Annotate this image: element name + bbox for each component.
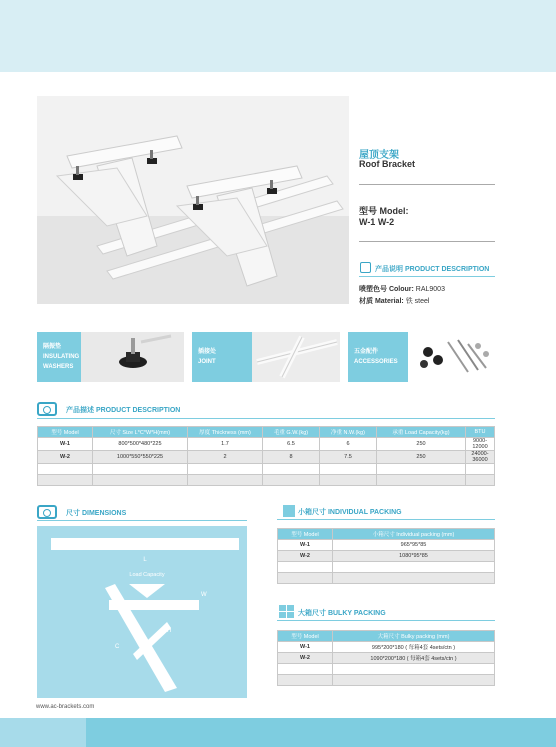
table-cell: 1090*200*180 ( 每箱4套 4sets/ctn ) bbox=[333, 653, 495, 664]
column-header: 型号 Model bbox=[278, 631, 333, 642]
table-header-row bbox=[38, 427, 495, 438]
table-cell: 9000-12000 bbox=[466, 438, 495, 451]
column-header: 小箱尺寸 Individual packing (mm) bbox=[333, 529, 495, 540]
table-cell: 1.7 bbox=[188, 438, 263, 451]
material-value: 铁 steel bbox=[405, 298, 430, 305]
accessories-photo bbox=[408, 332, 495, 382]
table-cell: W-1 bbox=[278, 642, 333, 653]
table-cell bbox=[466, 464, 495, 475]
material-label: 材质 Material: bbox=[359, 298, 404, 305]
table-row bbox=[38, 438, 495, 451]
table-cell: 2 bbox=[188, 451, 263, 464]
bulky-box-icon bbox=[279, 605, 295, 619]
table-row bbox=[38, 475, 495, 486]
product-name-cn: 屋顶支架 bbox=[359, 150, 399, 161]
table-cell: 1000*550*550*225 bbox=[93, 451, 188, 464]
dimension-label-c: C bbox=[115, 644, 120, 650]
footer-block bbox=[0, 718, 86, 747]
table-cell bbox=[333, 562, 495, 573]
product-photo bbox=[37, 96, 349, 304]
bulky-packing-heading: 大箱尺寸 BULKY PACKING bbox=[298, 610, 386, 617]
table-cell: 1080*95*85 bbox=[333, 551, 495, 562]
table-cell bbox=[320, 464, 377, 475]
table-cell bbox=[377, 475, 466, 486]
colour-value: RAL9003 bbox=[415, 286, 445, 293]
package-icon bbox=[283, 505, 295, 517]
table-cell bbox=[38, 464, 93, 475]
table-cell: 250 bbox=[377, 451, 466, 464]
table-cell: W-1 bbox=[278, 540, 333, 551]
page-footer bbox=[0, 718, 556, 747]
description-icon bbox=[360, 262, 371, 273]
product-description-table bbox=[37, 426, 495, 486]
feature-label-cn: 五金配件 bbox=[354, 349, 379, 355]
feature-label-en: JOINT bbox=[198, 359, 216, 365]
table-cell: 250 bbox=[377, 438, 466, 451]
table-cell bbox=[333, 573, 495, 584]
individual-packing-heading: 小箱尺寸 INDIVIDUAL PACKING bbox=[298, 509, 402, 516]
joint-photo bbox=[252, 332, 340, 382]
dimension-label-w: W bbox=[201, 592, 207, 598]
table-cell: W-1 bbox=[38, 438, 93, 451]
table-cell: 800*500*480*225 bbox=[93, 438, 188, 451]
table-cell bbox=[188, 464, 263, 475]
table-cell: 6.5 bbox=[263, 438, 320, 451]
product-description-icon bbox=[37, 402, 57, 416]
colour-spec bbox=[359, 284, 445, 294]
table-cell bbox=[278, 664, 333, 675]
table-cell bbox=[263, 464, 320, 475]
product-model-value: W-1 W-2 bbox=[359, 217, 395, 227]
table-cell bbox=[333, 664, 495, 675]
feature-label-accessories bbox=[348, 332, 408, 382]
table-cell bbox=[278, 573, 333, 584]
table-row bbox=[278, 540, 495, 551]
column-header: 净重 N.W.(kg) bbox=[320, 427, 377, 438]
table-row bbox=[278, 642, 495, 653]
table-header-row bbox=[278, 631, 495, 642]
table-cell bbox=[278, 675, 333, 686]
table-cell: 7.5 bbox=[320, 451, 377, 464]
section-rule bbox=[277, 519, 495, 520]
feature-label-en: ACCESSORIES bbox=[354, 359, 398, 365]
dimensions-heading: 尺寸 DIMENSIONS bbox=[66, 510, 127, 517]
section-rule bbox=[37, 520, 247, 521]
column-header: 大箱尺寸 Bulky packing (mm) bbox=[333, 631, 495, 642]
colour-label: 喷塑色号 Colour: bbox=[359, 286, 414, 293]
divider bbox=[359, 276, 495, 277]
bulky-packing-table bbox=[277, 630, 495, 686]
feature-label-cn: 插接处 bbox=[198, 349, 217, 355]
divider bbox=[359, 241, 495, 242]
table-row bbox=[38, 464, 495, 475]
feature-label-insulating bbox=[37, 332, 81, 382]
table-cell: 965*95*85 bbox=[333, 540, 495, 551]
table-row bbox=[278, 653, 495, 664]
table-cell bbox=[93, 475, 188, 486]
table-row bbox=[38, 451, 495, 464]
product-description-heading: 产品说明 PRODUCT DESCRIPTION bbox=[375, 266, 490, 273]
feature-label-en: WASHERS bbox=[43, 364, 74, 370]
header-band bbox=[0, 0, 556, 72]
dimension-diagram bbox=[37, 526, 247, 698]
table-cell bbox=[333, 675, 495, 686]
column-header: 毛重 G.W.(kg) bbox=[263, 427, 320, 438]
table-cell: 995*200*180 ( 每箱4套 4sets/ctn ) bbox=[333, 642, 495, 653]
column-header: 型号 Model bbox=[278, 529, 333, 540]
column-header: 厚度 Thickness (mm) bbox=[188, 427, 263, 438]
product-name-en: Roof Bracket bbox=[359, 159, 416, 169]
table-header-row bbox=[278, 529, 495, 540]
table-cell: 6 bbox=[320, 438, 377, 451]
feature-label-joint bbox=[192, 332, 252, 382]
dimension-label-load: Load Capacity bbox=[129, 572, 165, 578]
table-cell: W-2 bbox=[278, 653, 333, 664]
table-cell: 8 bbox=[263, 451, 320, 464]
feature-label-en: INSULATING bbox=[43, 354, 80, 360]
section-rule bbox=[37, 418, 495, 419]
footer-url[interactable]: www.ac-brackets.com bbox=[36, 704, 95, 710]
table-cell bbox=[278, 562, 333, 573]
table-cell bbox=[188, 475, 263, 486]
product-model-label: 型号 Model: bbox=[359, 206, 409, 216]
table-cell bbox=[263, 475, 320, 486]
table-cell bbox=[320, 475, 377, 486]
table-cell bbox=[93, 464, 188, 475]
dimensions-icon bbox=[37, 505, 57, 519]
column-header: 尺寸 Size L*C*W*H(mm) bbox=[93, 427, 188, 438]
table-row bbox=[278, 573, 495, 584]
feature-label-cn: 隔振垫 bbox=[43, 344, 62, 350]
table-row bbox=[278, 664, 495, 675]
table-cell bbox=[466, 475, 495, 486]
desc-table-heading: 产品描述 PRODUCT DESCRIPTION bbox=[66, 407, 181, 414]
table-cell bbox=[377, 464, 466, 475]
insulating-washers-photo bbox=[81, 332, 184, 382]
table-row bbox=[278, 562, 495, 573]
table-cell: W-2 bbox=[278, 551, 333, 562]
table-row bbox=[278, 551, 495, 562]
table-row bbox=[278, 675, 495, 686]
column-header: 型号 Model bbox=[38, 427, 93, 438]
column-header: BTU bbox=[466, 427, 495, 438]
dimension-label-l: L bbox=[143, 557, 147, 563]
column-header: 承重 Load Capacity(kg) bbox=[377, 427, 466, 438]
section-rule bbox=[277, 620, 495, 621]
table-cell: 24000-36000 bbox=[466, 451, 495, 464]
table-cell bbox=[38, 475, 93, 486]
divider bbox=[359, 184, 495, 185]
dimension-label-h: H bbox=[167, 628, 172, 634]
material-spec bbox=[359, 296, 429, 306]
table-cell: W-2 bbox=[38, 451, 93, 464]
individual-packing-table bbox=[277, 528, 495, 584]
